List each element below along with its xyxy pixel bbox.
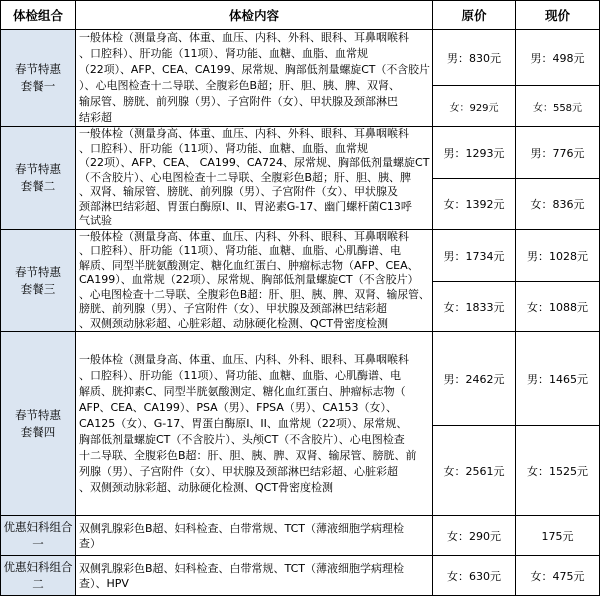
price-value: 男：830元 [447, 51, 501, 65]
original-price-female [433, 426, 516, 516]
content-line: 、口腔科）、肝功能（11项）、肾功能、血糖、血脂、血常规 [79, 141, 368, 155]
price-value: 女：929元 [449, 102, 499, 114]
content-line: 结彩超 [79, 111, 112, 124]
price-value: 男：1028元 [527, 249, 588, 263]
content-line: 双侧乳腺彩色B超、妇科检查、白带常规、TCT（薄液细胞学病理检 [79, 521, 405, 535]
original-price-female [433, 516, 516, 556]
package-content-cell [76, 332, 433, 516]
content-line: 十二导联、全腹彩色B超：肝、胆、胰、脾、双肾、输尿管、膀胱、前 [79, 448, 417, 462]
package-name-line: 套餐四 [20, 424, 56, 439]
current-price-female [516, 282, 600, 332]
price-value: 女：1088元 [527, 300, 588, 314]
package-name-cell [0, 332, 76, 516]
content-line: CA199）、血常规（22项）、尿常规、胸部低剂量螺旋CT（不含胶片） [79, 273, 419, 287]
price-value: 女：475元 [530, 569, 585, 583]
package-name-line: 春节特惠 [15, 264, 61, 279]
original-price-male [433, 30, 516, 86]
header-original-price [433, 0, 516, 30]
package-name-cell [0, 30, 76, 127]
price-value: 女：290元 [447, 529, 501, 543]
content-line: （22项）、AFP、CEA、CA199、尿常规、胸部低剂量螺旋CT（不含胶片 [79, 63, 430, 76]
content-line: （不含胶片）、心电图检查十二导联、全腹彩色B超；肝、胆、胰、脾 [79, 170, 412, 184]
header-current-price [516, 0, 600, 30]
content-line: （22项）、AFP、CEA、 CA199、CA724、尿常规、胸部低剂量螺旋CT [79, 156, 430, 170]
package-name-line: 优惠妇科组合 [3, 559, 73, 574]
current-price-male [516, 332, 600, 426]
content-line: 输尿管、膀胱、前列腺（男）、子宫附件（女）、甲状腺及颈部淋巴 [79, 95, 398, 108]
original-price-male [433, 332, 516, 426]
current-price-female [516, 179, 600, 230]
price-value: 男：1465元 [527, 372, 588, 386]
content-line: 一般体检（测量身高、体重、血压、内科、外科、眼科、耳鼻咽喉科 [79, 31, 409, 44]
package-name-line: 套餐一 [20, 79, 56, 93]
content-line: 一般体检（测量身高、体重、血压、内科、外科、眼科、耳鼻咽喉科 [79, 127, 409, 141]
content-line: 列腺（男）、子宫附件（女）、甲状腺及颈部淋巴结彩超、心脏彩超 [79, 464, 398, 478]
price-value: 男：1734元 [443, 249, 505, 263]
content-line: CA125（女）、G-17、胃蛋白酶原I、II、血常规（22项）、尿常规、 [79, 416, 408, 430]
content-line: 一般体检（测量身高、体重、血压、内科、外科、眼科、耳鼻咽喉科 [79, 230, 409, 243]
content-line: 颈部淋巴结彩超、胃蛋白酶原I、II、胃泌素G-17、幽门螺杆菌C13呼 [79, 199, 412, 213]
price-value: 男：776元 [530, 146, 585, 160]
price-value: 男：1293元 [443, 146, 505, 160]
package-name-line: 春节特惠 [15, 162, 61, 176]
price-value: 女：1833元 [443, 300, 505, 314]
current-price-male [516, 30, 600, 86]
price-value: 男：2462元 [443, 372, 505, 386]
price-value: 女：1392元 [443, 198, 505, 211]
content-line: 、双侧颈动脉彩超、心脏彩超、动脉硬化检测、QCT骨密度检测 [79, 316, 389, 330]
current-price-male [516, 230, 600, 282]
content-line: 、口腔科）、肝功能（11项）、肾功能、血糖、血脂、心肌酶谱、电 [79, 368, 401, 382]
package-content-cell [76, 30, 433, 127]
price-value: 男：498元 [530, 51, 585, 65]
header-package [0, 0, 76, 30]
content-line: 、双肾、输尿管、膀胱、前列腺（男）、子宫附件（女）、甲状腺及 [79, 185, 398, 199]
package-name-line: 套餐二 [20, 179, 56, 193]
original-price-male [433, 230, 516, 282]
package-name-line: 一 [32, 536, 44, 551]
current-price-female [516, 516, 600, 556]
price-value: 175元 [541, 529, 574, 543]
content-line: 解质、胱抑素C、同型半胱氨酸测定、糖化血红蛋白、肿瘤标志物（ [79, 384, 406, 398]
price-value: 女：558元 [532, 102, 583, 114]
package-name-line: 二 [32, 576, 44, 591]
content-line: AFP、CEA、CA199）、PSA（男）、FPSA（男）、CA153（女）、 [79, 400, 398, 414]
package-name-cell [0, 230, 76, 332]
price-value: 女：630元 [447, 569, 501, 583]
content-line: ）、心电图检查十二导联、全腹彩色B超；肝、胆、胰、脾、双肾、 [79, 79, 401, 92]
price-value: 女：2561元 [443, 464, 505, 478]
header-content-label: 体检内容 [228, 8, 279, 23]
content-line: 、口腔科）、肝功能（11项）、肾功能、血糖、血脂、血常规 [79, 47, 368, 60]
content-line: 、心电图检查十二导联、全腹彩色B超：肝、胆、胰、脾、双肾、输尿管、 [79, 287, 430, 301]
content-line: 气试验 [79, 214, 112, 228]
package-name-cell [0, 516, 76, 556]
price-value: 女：836元 [530, 198, 585, 211]
original-price-female [433, 282, 516, 332]
header-original-price-label: 原价 [461, 8, 487, 23]
content-line: 胸部低剂量螺旋CT（不含胶片）、头颅CT（不含胶片）、心电图检查 [79, 432, 405, 446]
original-price-female [433, 179, 516, 230]
package-name-line: 套餐三 [20, 281, 56, 296]
current-price-female [516, 86, 600, 127]
current-price-female [516, 556, 600, 596]
content-line: 解质、同型半胱氨酸测定、糖化血红蛋白、肿瘤标志物（AFP、CEA、 [79, 258, 419, 272]
content-line: 双侧乳腺彩色B超、妇科检查、白带常规、TCT（薄液细胞学病理检 [79, 561, 405, 575]
content-line: 一般体检（测量身高、体重、血压、内科、外科、眼科、耳鼻咽喉科 [79, 352, 409, 366]
package-name-cell [0, 556, 76, 596]
package-content-cell [76, 127, 433, 230]
current-price-male [516, 127, 600, 179]
original-price-female [433, 86, 516, 127]
package-name-line: 春节特惠 [15, 62, 61, 76]
original-price-female [433, 556, 516, 596]
package-content-cell [76, 516, 433, 556]
package-content-cell [76, 230, 433, 332]
package-name-line: 春节特惠 [15, 407, 61, 422]
original-price-male [433, 127, 516, 179]
package-content-cell [76, 556, 433, 596]
header-package-label: 体检组合 [12, 8, 63, 23]
package-name-cell [0, 127, 76, 230]
content-line: 膀胱、前列腺（男）、子宫附件（女）、甲状腺及颈部淋巴结彩超 [79, 302, 387, 316]
header-content [76, 0, 433, 30]
content-line: 、双侧颈动脉彩超、动脉硬化检测、QCT骨密度检测 [79, 480, 334, 494]
content-line: 、口腔科）、肝功能（11项）、肾功能、血糖、血脂、心肌酶谱、电 [79, 244, 401, 258]
header-current-price-label: 现价 [544, 8, 570, 23]
content-line: 查） [79, 536, 101, 550]
price-value: 女：1525元 [527, 464, 588, 478]
content-line: 查）、HPV [79, 576, 129, 590]
current-price-female [516, 426, 600, 516]
package-name-line: 优惠妇科组合 [3, 519, 73, 534]
